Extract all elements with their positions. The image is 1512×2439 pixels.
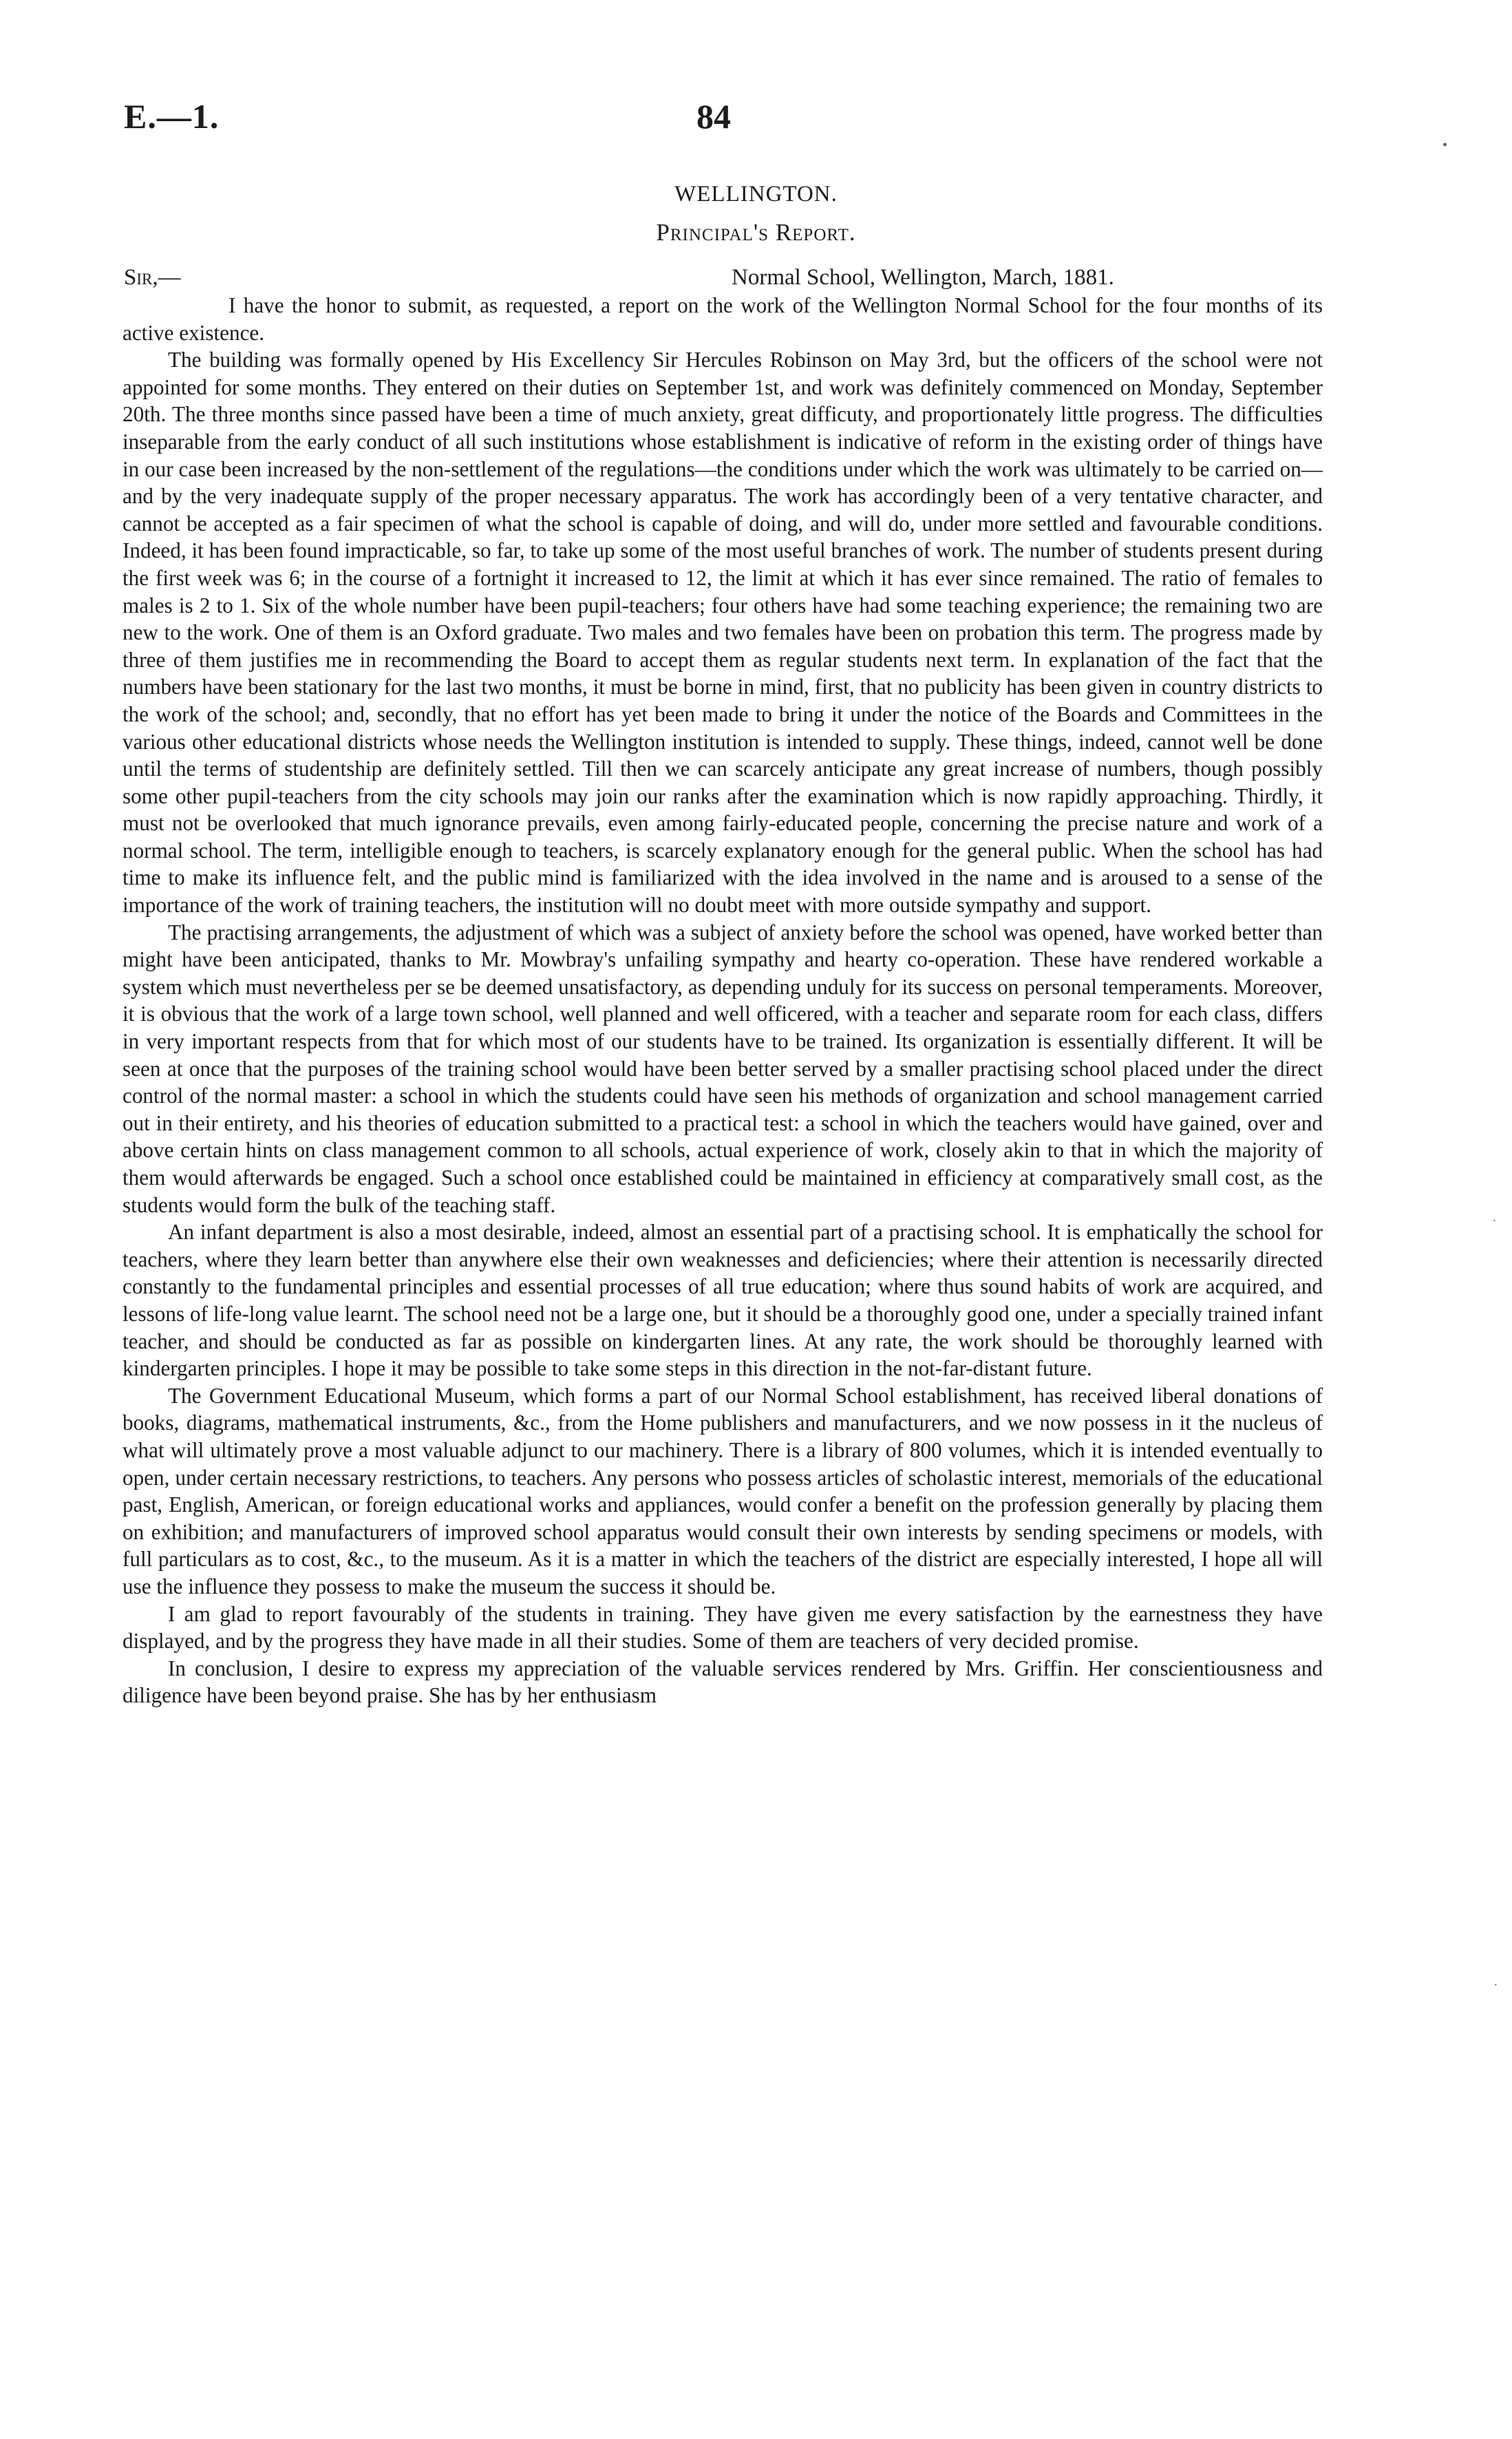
paragraph: The Government Educational Museum, which forms a part of our Normal School establishment, has received liberal donations of books, diagrams, mathematical instruments, &c., from the Home publishers and manufacturers, and we now possess in it the nucleus of what will ultimately prove a most valuable adjunct to our machinery. There is a library of 800 volumes, which it is intended eventually to open, under certain necessary restrictions, to teachers. Any persons who possess articles of scholastic interest, memorials of the educational past, English, American, or foreign educational works and appliances, would confer a benefit on the profession generally by placing them on exhibition; and manufacturers of improved school apparatus would consult their own interests by sending specimens or models, with full particulars as to cost, &c., to the museum. As it is a matter in which the teachers of the district are especially interested, I hope all will use the influence they possess to make the museum the success it should be. (123, 1383, 1323, 1598)
scan-speck: • (1442, 138, 1448, 153)
scan-speck: ˙ (1493, 1981, 1498, 1996)
paragraph: I am glad to report favourably of the students in training. They have given me every satisfaction by the earnestness they have displayed, and by the progress they have made in all their studies. Some of them are teachers of very decided promise. (123, 1601, 1323, 1654)
letter-salutation: Sir,— (124, 265, 181, 290)
report-body (123, 292, 1323, 1709)
paragraph: In conclusion, I desire to express my appreciation of the valuable services rendered by Mrs. Griffin. Her conscientiousness and diligence have been beyond praise. She has by her enthusiasm (123, 1656, 1323, 1708)
paragraph: An infant department is also a most desirable, indeed, almost an essential part of a practising school. It is emphatically the school for teachers, where they learn better than anywhere else their own weaknesses and deficiencies; where their attention is necessarily directed constantly to the fundamental principles and essential processes of all true education; where thus sound habits of work are acquired, and lessons of life-long value learnt. The school need not be a large one, but it should be a thoroughly good one, under a specially trained infant teacher, and should be conducted as far as possible on kindergarten lines. At any rate, the work should be thoroughly learned with kindergarten principles. I hope it may be possible to take some steps in this direction in the not-far-distant future. (123, 1220, 1323, 1381)
page-number: 84 (696, 97, 731, 136)
scan-speck: ˙ (1492, 1217, 1497, 1232)
report-title-heading: Principal's Report. (656, 219, 856, 246)
paragraph: The building was formally opened by His Excellency Sir Hercules Robinson on May 3rd, but the officers of the school were not appointed for some months. They entered on their duties on September 1st, and work was definitely commenced on Monday, September 20th. The three months since passed have been a time of much anxiety, great difficuty, and proportionately little progress. The difficulties inseparable from the early conduct of all such institutions whose establishment is indicative of reform in the existing order of things have in our case been increased by the non-settlement of the regulations—the conditions under which the work was ultimately to be carried on—and by the very inadequate supply of the proper necessary apparatus. The work has accordingly been of a very tentative character, and cannot be accepted as a fair specimen of what the school is capable of doing, and will do, under more settled and favourable conditions. Indeed, it has been found impracticable, so far, to take up some of the most useful branches of work. The number of students present during the first week was 6; in the course of a fortnight it increased to 12, the limit at which it has ever since remained. The ratio of females to males is 2 to 1. Six of the whole number have been pupil-teachers; four others have had some teaching experience; the remaining two are new to the work. One of them is an Oxford graduate. Two males and two females have been on probation this term. The progress made by three of them justifies me in recommending the Board to accept them as regular students next term. In explanation of the fact that the numbers have been stationary for the last two months, it must be borne in mind, first, that no publicity has been given in country districts to the work of the school; and, secondly, that no effort has yet been made to bring it under the notice of the Boards and Committees in the various other educational districts whose needs the Wellington institution is intended to supply. These things, indeed, cannot well be done until the terms of studentship are definitely settled. Till then we can scarcely anticipate any great increase of numbers, though possibly some other pupil-teachers from the city schools may join our ranks after the examination which is now rapidly approaching. Thirdly, it must not be overlooked that much ignorance prevails, even among fairly-educated people, concerning the precise nature and work of a normal school. The term, intelligible enough to teachers, is scarcely explanatory enough for the general public. When the school has had time to make its influence felt, and the public mind is familiarized with the idea involved in the name and is aroused to a sense of the importance of the work of training teachers, the institution will no doubt meet with more outside sympathy and support. (123, 348, 1323, 918)
letter-dateline: Normal School, Wellington, March, 1881. (732, 265, 1114, 290)
paragraph: The practising arrangements, the adjustment of which was a subject of anxiety before the school was opened, have worked better than might have been anticipated, thanks to Mr. Mowbray's unfailing sympathy and hearty co-operation. These have rendered workable a system which must nevertheless per se be deemed unsatisfactory, as depending unduly for its success on personal temperaments. Moreover, it is obvious that the work of a large town school, well planned and well officered, with a teacher and separate room for each class, differs in very important respects from that for which most of our students have to be trained. Its organization is essentially different. It will be seen at once that the purposes of the training school would have been better served by a smaller practising school placed under the direct control of the normal master: a school in which the students could have seen his methods of organization and school management carried out in their entirety, and his theories of education submitted to a practical test: a school in which the teachers would have gained, over and above certain hints on class management common to all schools, actual experience of work, closely akin to that in which the majority of them would afterwards be engaged. Such a school once established could be maintained in efficiency at comparatively small cost, as the students would form the bulk of the teaching staff. (123, 920, 1323, 1217)
paragraph: I have the honor to submit, as requested, a report on the work of the Wellington Normal School for the four months of its active existence. (123, 293, 1323, 345)
document-reference: E.—1. (124, 97, 220, 136)
report-district-heading: WELLINGTON. (674, 182, 838, 207)
